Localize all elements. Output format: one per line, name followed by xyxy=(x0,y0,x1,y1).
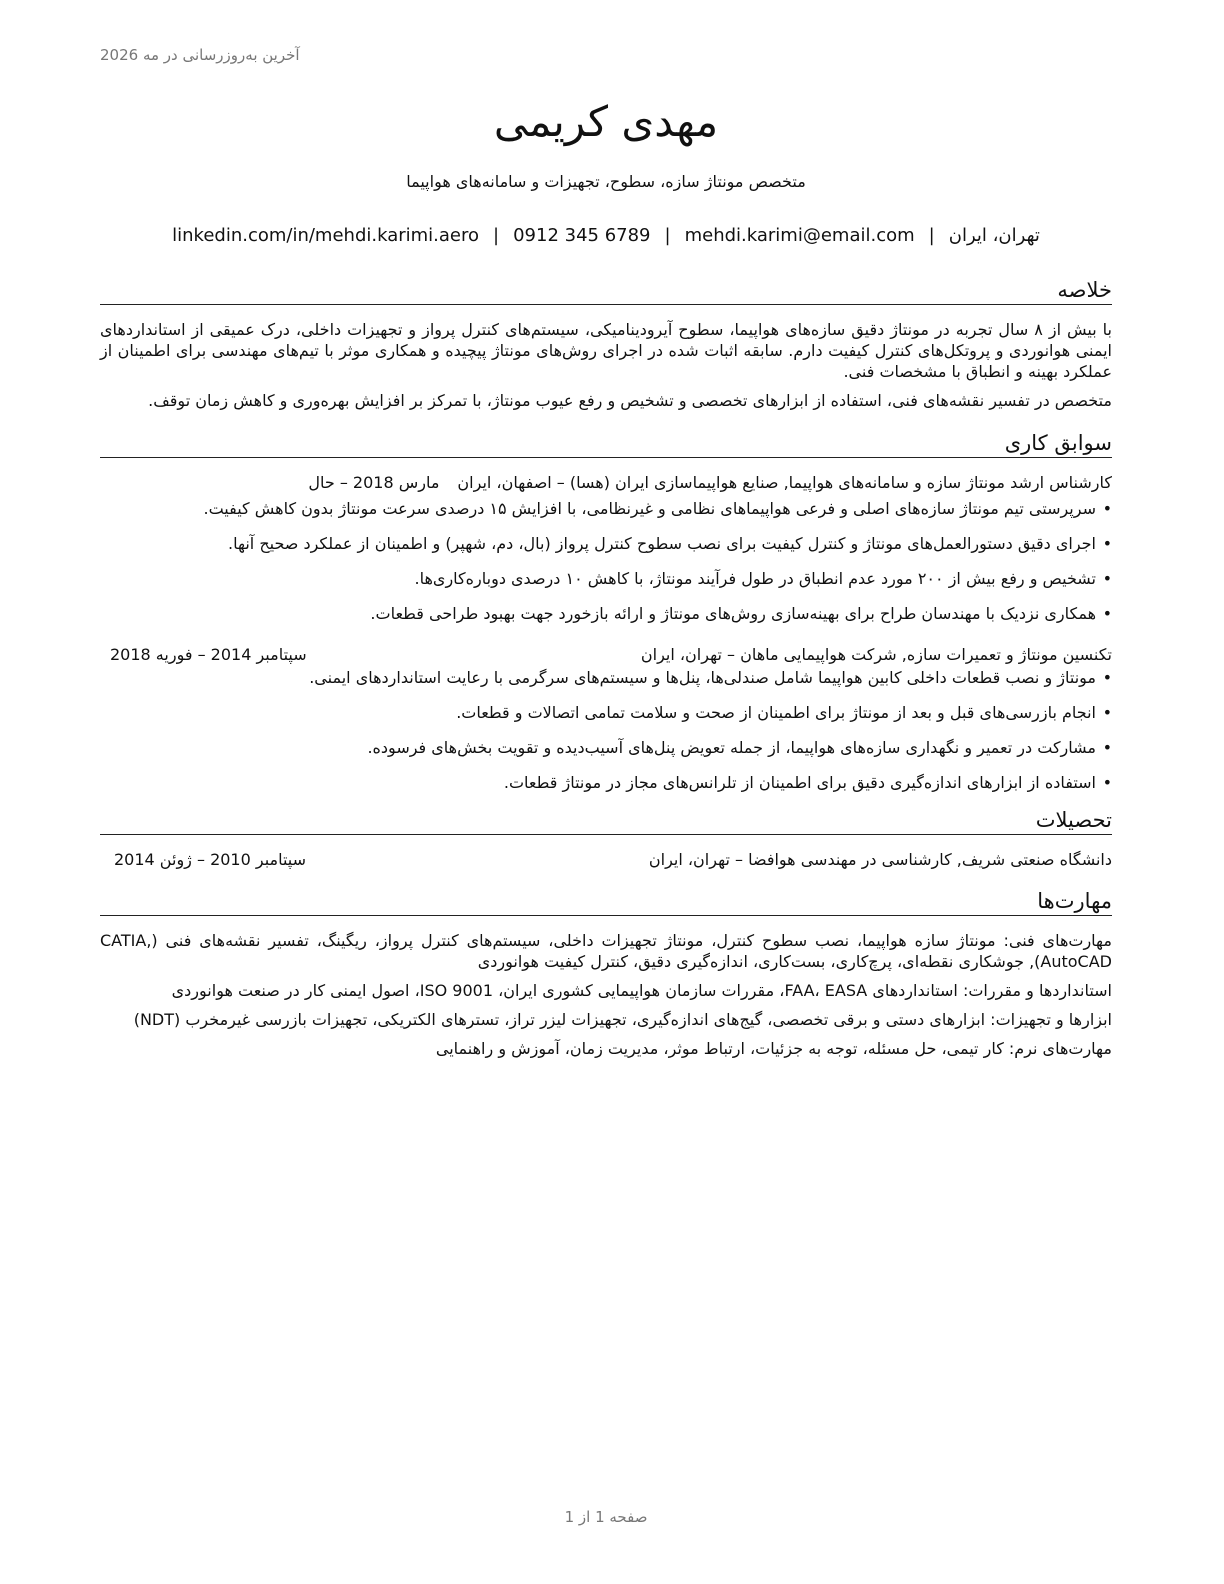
resume-content xyxy=(100,276,1112,1067)
job-header xyxy=(100,644,1112,666)
education-heading: تحصیلات xyxy=(100,806,1112,835)
contact-location: تهران، ایران xyxy=(948,225,1040,246)
education-school: دانشگاه صنعتی شریف, کارشناسی در مهندسی هوافضا – تهران، ایران xyxy=(648,850,1112,869)
summary-heading: خلاصه xyxy=(100,276,1112,305)
contact-line xyxy=(100,222,1112,250)
list-item: •انجام بازرسی‌های قبل و بعد از مونتاژ برای اطمینان از صحت و سلامت تمامی اتصالات و قطعات. xyxy=(456,703,1112,722)
person-name: مهدی کریمی xyxy=(493,97,719,146)
contact-separator: | xyxy=(664,225,671,246)
skills-heading: مهارت‌ها xyxy=(100,887,1112,916)
skills-line: مهارت‌های نرم: کار تیمی، حل مسئله، توجه به جزئیات، ارتباط موثر، مدیریت زمان، آموزش و راهنمایی xyxy=(435,1039,1112,1058)
last-updated-note: آخرین به‌روزرسانی در مه 2026 xyxy=(100,46,300,64)
skills-line: مهارت‌های فنی: مونتاژ سازه هواپیما، نصب سطوح کنترل، مونتاژ تجهیزات داخلی، سیستم‌های کنترل پرواز، ریگینگ، تفسیر نقشه‌های فنی (CATIA, AutoCAD), جوشکاری نقطه‌ای، پرچ‌کاری، بست‌کاری، اندازه‌گیری دقیق، کنترل کیفیت هوانوردی xyxy=(100,931,1112,971)
list-item: •مشارکت در تعمیر و نگهداری سازه‌های هواپیما، از جمله تعویض پنل‌های آسیب‌دیده و تقویت بخش‌های فرسوده. xyxy=(367,738,1112,757)
list-item: •همکاری نزدیک با مهندسان طراح برای بهینه‌سازی روش‌های مونتاژ و ارائه بازخورد جهت بهبود طراحی قطعات. xyxy=(370,604,1112,623)
job-dates: سپتامبر 2014 – فوریه 2018 xyxy=(110,645,307,664)
skills-line: استانداردها و مقررات: استانداردهای FAA، EASA، مقررات سازمان هواپیمایی کشوری ایران، ISO 9001، اصول ایمنی کار در صنعت هوانوردی xyxy=(171,981,1112,1000)
education-entry xyxy=(100,849,1112,871)
job-role: تکنسین مونتاژ و تعمیرات سازه, شرکت هواپیمایی ماهان – تهران، ایران xyxy=(640,645,1112,664)
job-bullets xyxy=(100,497,1112,626)
job-bullets xyxy=(100,666,1112,795)
summary-paragraph: با بیش از ۸ سال تجربه در مونتاژ دقیق سازه‌های هواپیما، سطوح آیرودینامیکی، سیستم‌های کنترل پرواز و تجهیزات داخلی، درک عمیقی از استانداردهای ایمنی هوانوردی و پروتکل‌های کنترل کیفیت دارم. سابقه اثبات شده در اجرای روش‌های مونتاژ پیچیده و همکاری موثر با تیم‌های مهندسی برای اطمینان از عملکرد بهینه و انطباق با مشخصات فنی. xyxy=(100,320,1113,381)
list-item: •استفاده از ابزارهای اندازه‌گیری دقیق برای اطمینان از تلرانس‌های مجاز در مونتاژ قطعات. xyxy=(503,773,1112,792)
resume-page xyxy=(100,0,1112,1584)
list-item: •تشخیص و رفع بیش از ۲۰۰ مورد عدم انطباق در طول فرآیند مونتاژ، با کاهش ۱۰ درصدی دوباره‌کاری‌ها. xyxy=(414,569,1112,588)
summary-paragraph: متخصص در تفسیر نقشه‌های فنی، استفاده از ابزارهای تخصصی و تشخیص و رفع عیوب مونتاژ، با تمرکز بر افزایش بهره‌وری و کاهش زمان توقف. xyxy=(148,391,1112,410)
job-dates: مارس 2018 – حال xyxy=(308,473,440,492)
list-item: •اجرای دقیق دستورالعمل‌های مونتاژ و کنترل کیفیت برای نصب سطوح کنترل پرواز (بال، دم، شهپر) و اطمینان از عملکرد صحیح آنها. xyxy=(228,534,1112,553)
contact-separator: | xyxy=(928,225,935,246)
experience-heading: سوابق کاری xyxy=(100,429,1112,458)
list-item: •مونتاژ و نصب قطعات داخلی کابین هواپیما شامل صندلی‌ها، پنل‌ها و سیستم‌های سرگرمی با رعایت استانداردهای ایمنی. xyxy=(309,668,1112,687)
job-subtitle: متخصص مونتاژ سازه، سطوح، تجهیزات و سامانه‌های هواپیما xyxy=(406,172,806,191)
list-item: •سرپرستی تیم مونتاژ سازه‌های اصلی و فرعی هواپیماهای نظامی و غیرنظامی، با افزایش ۱۵ درصدی سرعت مونتاژ بدون کاهش کیفیت. xyxy=(203,499,1112,518)
contact-phone[interactable]: 0912 345 6789 xyxy=(513,225,651,246)
job-role: کارشناس ارشد مونتاژ سازه و سامانه‌های هواپیما, صنایع هواپیماسازی ایران (هسا) – اصفهان، ایران xyxy=(457,473,1112,492)
skills-line: ابزارها و تجهیزات: ابزارهای دستی و برقی تخصصی، گیج‌های اندازه‌گیری، تجهیزات لیزر تراز، تسترهای الکتریکی، تجهیزات بازرسی غیرمخرب (NDT) xyxy=(133,1010,1112,1029)
contact-separator: | xyxy=(493,225,500,246)
contact-linkedin[interactable]: linkedin.com/in/mehdi.karimi.aero xyxy=(172,225,480,246)
contact-email[interactable]: mehdi.karimi@email.com xyxy=(684,225,915,246)
page-number: صفحه 1 از 1 xyxy=(564,1508,648,1526)
education-dates: سپتامبر 2010 – ژوئن 2014 xyxy=(114,850,307,869)
job-header xyxy=(100,472,1112,494)
